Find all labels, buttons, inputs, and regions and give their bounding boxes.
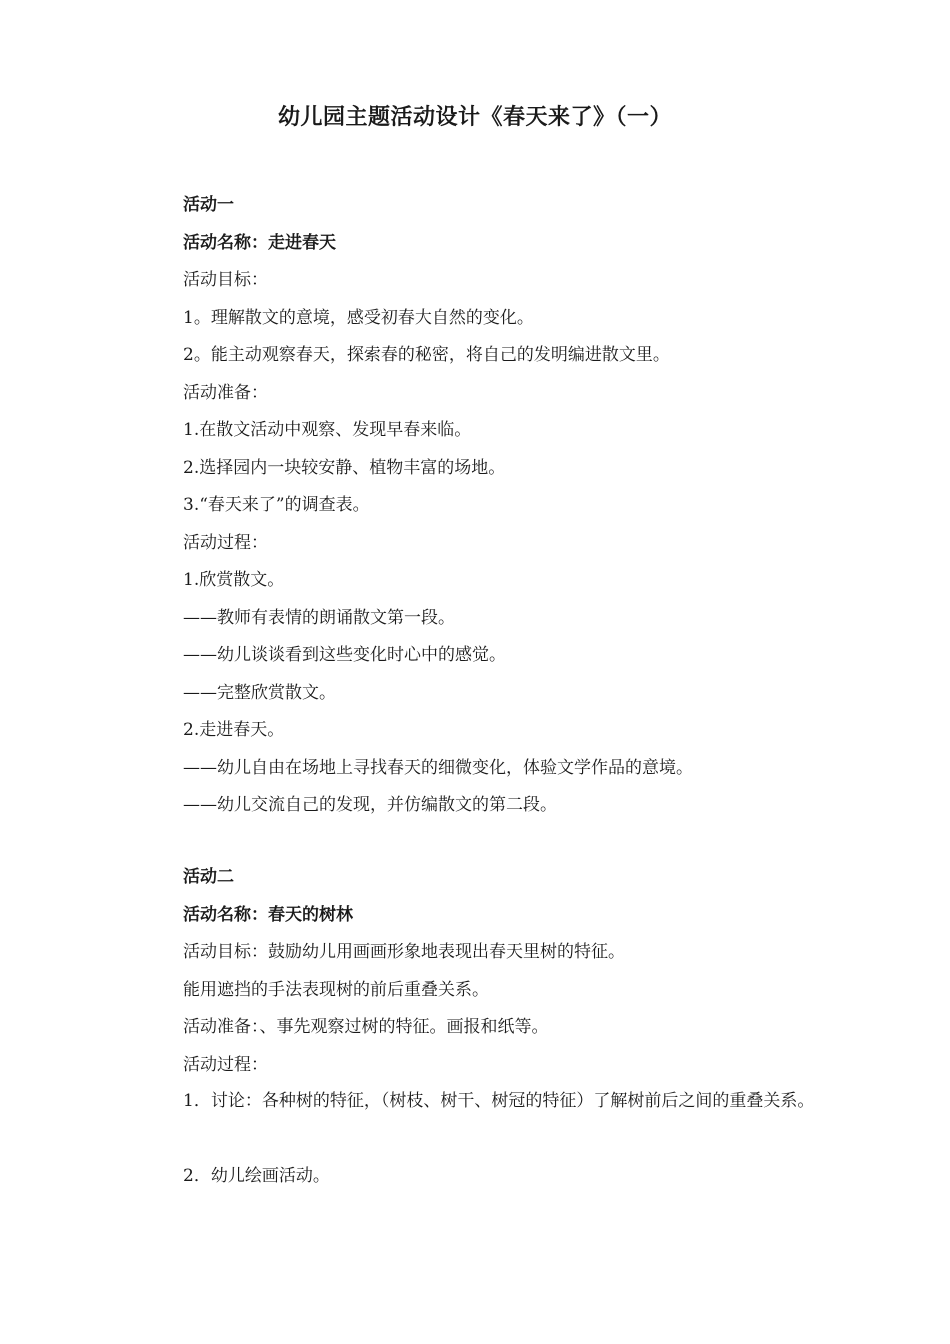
activity-one-process-item: ——幼儿自由在场地上寻找春天的细微变化，体验文学作品的意境。 — [183, 757, 693, 778]
activity-two-goal-continued: 能用遮挡的手法表现树的前后重叠关系。 — [183, 979, 489, 1000]
activity-two-process-label: 活动过程： — [183, 1054, 268, 1075]
activity-one-goal-item: 2。能主动观察春天，探索春的秘密，将自己的发明编进散文里。 — [183, 345, 670, 365]
activity-one-prep-item: 2.选择园内一块较安静、植物丰富的场地。 — [183, 457, 506, 478]
activity-one-heading: 活动一 — [183, 195, 234, 215]
activity-two-name: 活动名称：春天的树林 — [183, 904, 353, 925]
activity-two-goal: 活动目标：鼓励幼儿用画画形象地表现出春天里树的特征。 — [183, 942, 625, 962]
activity-one-prep-item: 3.“春天来了”的调查表。 — [183, 495, 370, 515]
activity-two-step-one: 1．讨论：各种树的特征，（树枝、树干、树冠的特征）了解树前后之间的重叠关系。 — [183, 1091, 815, 1111]
activity-one-process-item: ——幼儿交流自己的发现，并仿编散文的第二段。 — [183, 795, 557, 815]
activity-one-process-item: ——教师有表情的朗诵散文第一段。 — [183, 607, 455, 628]
activity-one-section — [183, 187, 823, 825]
activity-one-process-item: ——幼儿谈谈看到这些变化时心中的感觉。 — [183, 645, 506, 665]
activity-two-prep: 活动准备：、事先观察过树的特征。画报和纸等。 — [183, 1017, 549, 1037]
activity-one-prep-item: 1.在散文活动中观察、发现早春来临。 — [183, 420, 472, 440]
activity-one-process-item: 1.欣赏散文。 — [183, 570, 285, 590]
activity-one-prep-label: 活动准备： — [183, 382, 268, 403]
activity-one-process-item: ——完整欣赏散文。 — [183, 682, 336, 703]
activity-one-goal-item: 1。理解散文的意境，感受初春大自然的变化。 — [183, 307, 534, 328]
activity-two-step-two: 2．幼儿绘画活动。 — [183, 1166, 330, 1186]
document-title: 幼儿园主题活动设计《春天来了》（一） — [277, 105, 672, 130]
activity-two-section — [183, 859, 823, 1084]
activity-two-heading: 活动二 — [183, 867, 234, 887]
activity-one-name: 活动名称：走进春天 — [183, 232, 336, 253]
activity-one-process-label: 活动过程： — [183, 532, 268, 553]
activity-one-process-item: 2.走进春天。 — [183, 720, 285, 740]
activity-one-goal-label: 活动目标： — [183, 270, 268, 290]
